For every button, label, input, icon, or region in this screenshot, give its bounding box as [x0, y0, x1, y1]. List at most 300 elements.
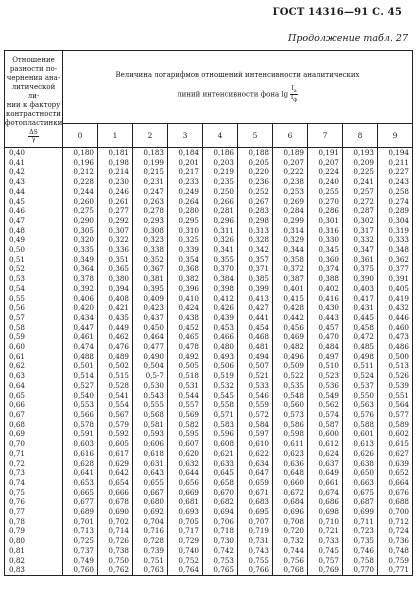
row-label: 0,45	[5, 197, 63, 207]
table-cell: 0,745	[308, 546, 343, 556]
table-cell: 0,494	[238, 352, 273, 362]
table-cell: 0,290	[63, 216, 98, 226]
row-label: 0,54	[5, 284, 63, 294]
table-row	[5, 332, 413, 342]
table-cell: 0,533	[238, 381, 273, 391]
table-cell: 0,181	[98, 148, 133, 158]
table-cell: 0,762	[98, 565, 133, 575]
table-row	[5, 381, 413, 391]
table-cell: 0,367	[133, 264, 168, 274]
table-cell: 0,602	[378, 429, 413, 439]
table-cell: 0,736	[378, 536, 413, 546]
table-cell: 0,392	[63, 284, 98, 294]
table-cell: 0,562	[308, 400, 343, 410]
table-cell: 0,486	[378, 342, 413, 352]
table-cell: 0,739	[133, 546, 168, 556]
table-cell: 0,308	[133, 226, 168, 236]
table-row	[5, 556, 413, 566]
table-cell: 0,549	[308, 391, 343, 401]
table-cell: 0,564	[378, 400, 413, 410]
table-cell: 0,468	[238, 332, 273, 342]
table-cell: 0,375	[343, 264, 378, 274]
table-cell: 0,718	[203, 526, 238, 536]
table-cell: 0,405	[378, 284, 413, 294]
table-cell: 0,424	[168, 303, 203, 313]
row-label: 0,40	[5, 148, 63, 158]
table-cell: 0,608	[203, 439, 238, 449]
table-cell: 0,371	[238, 264, 273, 274]
table-cell: 0,357	[238, 255, 273, 265]
table-cell: 0,382	[168, 274, 203, 284]
table-cell: 0,554	[98, 400, 133, 410]
table-cell: 0,765	[203, 565, 238, 575]
table-cell: 0,666	[98, 488, 133, 498]
table-cell: 0,546	[238, 391, 273, 401]
table-cell: 0,215	[133, 167, 168, 177]
table-cell: 0,677	[63, 497, 98, 507]
table-cell: 0,277	[98, 206, 133, 216]
table-cell: 0,345	[308, 245, 343, 255]
table-cell: 0,753	[203, 556, 238, 566]
table-cell: 0,731	[238, 536, 273, 546]
table-row	[5, 245, 413, 255]
table-cell: 0,328	[238, 235, 273, 245]
table-row	[5, 216, 413, 226]
table-cell: 0,452	[168, 323, 203, 333]
table-cell: 0,261	[98, 197, 133, 207]
table-cell: 0,368	[168, 264, 203, 274]
table-cell: 0,489	[98, 352, 133, 362]
table-cell: 0,284	[273, 206, 308, 216]
table-cell: 0,349	[63, 255, 98, 265]
table-cell: 0,338	[133, 245, 168, 255]
row-label: 0,72	[5, 459, 63, 469]
table-cell: 0,230	[98, 177, 133, 187]
table-cell: 0,553	[63, 400, 98, 410]
table-cell: 0,539	[378, 381, 413, 391]
row-label: 0,42	[5, 167, 63, 177]
table-cell: 0,391	[378, 274, 413, 284]
table-cell: 0,304	[378, 216, 413, 226]
table-cell: 0,342	[238, 245, 273, 255]
table-cell: 0,537	[343, 381, 378, 391]
table-row	[5, 342, 413, 352]
row-label: 0,60	[5, 342, 63, 352]
table-cell: 0,408	[98, 294, 133, 304]
table-cell: 0,194	[378, 148, 413, 158]
table-cell: 0,347	[343, 245, 378, 255]
column-header-9: 9	[378, 124, 413, 148]
row-label: 0,49	[5, 235, 63, 245]
table-cell: 0,362	[378, 255, 413, 265]
table-cell: 0,465	[168, 332, 203, 342]
row-header-line-1: Отношение	[12, 55, 55, 64]
frac-den-main: I	[290, 94, 294, 102]
table-cell: 0,664	[378, 478, 413, 488]
table-cell: 0,330	[308, 235, 343, 245]
table-cell: 0,233	[168, 177, 203, 187]
table-cell: 0,458	[343, 323, 378, 333]
column-header-2: 2	[133, 124, 168, 148]
table-row	[5, 400, 413, 410]
table-cell: 0,228	[63, 177, 98, 187]
table-cell: 0,607	[168, 439, 203, 449]
table-cell: 0,752	[168, 556, 203, 566]
table-cell: 0,644	[168, 468, 203, 478]
table-cell: 0,355	[203, 255, 238, 265]
table-cell: 0,627	[378, 449, 413, 459]
table-cell: 0,515	[98, 371, 133, 381]
table-cell: 0,220	[238, 167, 273, 177]
table-row	[5, 429, 413, 439]
table-row	[5, 294, 413, 304]
row-label: 0,69	[5, 429, 63, 439]
table-cell: 0,413	[238, 294, 273, 304]
table-cell: 0,606	[133, 439, 168, 449]
table-cell: 0,286	[308, 206, 343, 216]
table-cell: 0,421	[98, 303, 133, 313]
table-cell: 0,514	[63, 371, 98, 381]
table-cell: 0,771	[378, 565, 413, 575]
table-cell: 0,260	[63, 197, 98, 207]
table-cell: 0,649	[308, 468, 343, 478]
table-cell: 0,388	[308, 274, 343, 284]
table-cell: 0,426	[203, 303, 238, 313]
table-cell: 0,636	[273, 459, 308, 469]
table-cell: 0,235	[203, 177, 238, 187]
table-row	[5, 439, 413, 449]
data-table	[4, 50, 413, 576]
table-row	[5, 546, 413, 556]
table-cell: 0,746	[343, 546, 378, 556]
table-cell: 0,612	[308, 439, 343, 449]
table-cell: 0,732	[273, 536, 308, 546]
table-cell: 0,557	[168, 400, 203, 410]
row-label: 0,57	[5, 313, 63, 323]
table-cell: 0,660	[273, 478, 308, 488]
table-row	[5, 361, 413, 371]
table-cell: 0,333	[378, 235, 413, 245]
table-cell: 0,417	[343, 294, 378, 304]
row-label: 0,68	[5, 420, 63, 430]
row-header-line-6: контрастности	[6, 109, 61, 118]
row-label: 0,56	[5, 303, 63, 313]
row-header-fraction-num: ΔS	[29, 128, 38, 136]
table-body	[5, 148, 413, 576]
table-cell: 0,522	[273, 371, 308, 381]
table-cell: 0,502	[98, 361, 133, 371]
table-cell: 0,431	[343, 303, 378, 313]
table-cell: 0,435	[98, 313, 133, 323]
table-cell: 0,472	[343, 332, 378, 342]
row-label: 0,41	[5, 158, 63, 168]
table-cell: 0,719	[238, 526, 273, 536]
table-cell: 0,681	[168, 497, 203, 507]
row-label: 0,59	[5, 332, 63, 342]
table-cell: 0,270	[308, 197, 343, 207]
table-cell: 0,591	[63, 429, 98, 439]
table-cell: 0,311	[203, 226, 238, 236]
column-header-7: 7	[308, 124, 343, 148]
group-header-line-2-wrap	[63, 86, 412, 103]
table-cell: 0,505	[168, 361, 203, 371]
table-cell: 0,319	[378, 226, 413, 236]
table-cell: 0,180	[63, 148, 98, 158]
table-cell: 0,428	[273, 303, 308, 313]
table-cell: 0,639	[378, 459, 413, 469]
table-cell: 0,214	[98, 167, 133, 177]
table-cell: 0,567	[98, 410, 133, 420]
table-cell: 0,207	[308, 158, 343, 168]
table-row	[5, 197, 413, 207]
row-label: 0,53	[5, 274, 63, 284]
table-cell: 0,684	[273, 497, 308, 507]
row-label: 0,58	[5, 323, 63, 333]
table-cell: 0,236	[238, 177, 273, 187]
table-cell: 0,572	[238, 410, 273, 420]
table-cell: 0,513	[378, 361, 413, 371]
frac-num-main: I	[291, 84, 294, 92]
row-label: 0,75	[5, 488, 63, 498]
table-cell: 0,437	[133, 313, 168, 323]
table-cell: 0,456	[273, 323, 308, 333]
table-cell: 0,701	[63, 517, 98, 527]
table-cell: 0,209	[343, 158, 378, 168]
table-cell: 0,769	[308, 565, 343, 575]
row-label: 0,70	[5, 439, 63, 449]
table-row	[5, 449, 413, 459]
table-cell: 0,699	[343, 507, 378, 517]
table-row	[5, 488, 413, 498]
group-header-line-1: Величина логарифмов отношений интенсивности аналитических	[115, 70, 360, 79]
table-cell: 0,735	[343, 536, 378, 546]
table-cell: 0,427	[238, 303, 273, 313]
row-header-line-7: фотопластинки	[5, 118, 63, 127]
table-row	[5, 497, 413, 507]
table-cell: 0,295	[168, 216, 203, 226]
table-cell: 0,708	[273, 517, 308, 527]
row-label: 0,43	[5, 177, 63, 187]
table-cell: 0,653	[63, 478, 98, 488]
table-cell: 0,571	[203, 410, 238, 420]
row-label: 0,65	[5, 391, 63, 401]
table-cell: 0,531	[168, 381, 203, 391]
data-table-container	[4, 50, 412, 576]
table-cell: 0,596	[203, 429, 238, 439]
table-cell: 0,643	[133, 468, 168, 478]
table-cell: 0,577	[378, 410, 413, 420]
table-cell: 0,415	[273, 294, 308, 304]
table-cell: 0,663	[343, 478, 378, 488]
row-label: 0,73	[5, 468, 63, 478]
table-cell: 0,305	[63, 226, 98, 236]
table-cell: 0,477	[133, 342, 168, 352]
table-cell: 0,659	[238, 478, 273, 488]
table-cell: 0,676	[378, 488, 413, 498]
table-cell: 0,574	[308, 410, 343, 420]
table-cell: 0,728	[133, 536, 168, 546]
table-cell: 0,671	[238, 488, 273, 498]
table-cell: 0,645	[203, 468, 238, 478]
table-cell: 0,733	[308, 536, 343, 546]
table-cell: 0,406	[63, 294, 98, 304]
table-cell: 0,544	[168, 391, 203, 401]
table-cell: 0,492	[168, 352, 203, 362]
table-cell: 0,712	[378, 517, 413, 527]
table-cell: 0,521	[238, 371, 273, 381]
table-cell: 0,749	[63, 556, 98, 566]
table-cell: 0,332	[343, 235, 378, 245]
table-cell: 0,476	[98, 342, 133, 352]
table-cell: 0,457	[308, 323, 343, 333]
table-cell: 0,532	[203, 381, 238, 391]
table-row	[5, 371, 413, 381]
table-cell: 0,348	[378, 245, 413, 255]
table-cell: 0,526	[378, 371, 413, 381]
table-cell: 0,683	[238, 497, 273, 507]
table-cell: 0,751	[133, 556, 168, 566]
table-cell: 0,257	[343, 187, 378, 197]
table-cell: 0,655	[133, 478, 168, 488]
table-cell: 0,726	[98, 536, 133, 546]
table-cell: 0,493	[203, 352, 238, 362]
table-cell: 0,622	[238, 449, 273, 459]
row-label: 0,74	[5, 478, 63, 488]
table-cell: 0,675	[343, 488, 378, 498]
table-cell: 0,693	[168, 507, 203, 517]
table-cell: 0,757	[308, 556, 343, 566]
table-row	[5, 459, 413, 469]
table-cell: 0,296	[203, 216, 238, 226]
table-cell: 0,399	[238, 284, 273, 294]
table-row	[5, 274, 413, 284]
table-cell: 0,725	[63, 536, 98, 546]
table-cell: 0,281	[203, 206, 238, 216]
table-cell: 0,584	[238, 420, 273, 430]
table-cell: 0,372	[273, 264, 308, 274]
table-cell: 0,755	[238, 556, 273, 566]
frac-den-sub: ф	[293, 97, 298, 104]
table-row	[5, 226, 413, 236]
table-cell: 0,247	[133, 187, 168, 197]
table-cell: 0,322	[98, 235, 133, 245]
table-cell: 0,186	[203, 148, 238, 158]
table-row	[5, 468, 413, 478]
table-cell: 0,669	[168, 488, 203, 498]
row-label: 0,66	[5, 400, 63, 410]
table-cell: 0,358	[273, 255, 308, 265]
table-cell: 0,560	[273, 400, 308, 410]
table-cell: 0,298	[238, 216, 273, 226]
table-cell: 0,759	[378, 556, 413, 566]
table-cell: 0,212	[63, 167, 98, 177]
table-cell: 0,620	[168, 449, 203, 459]
table-cell: 0,624	[308, 449, 343, 459]
table-cell: 0,744	[273, 546, 308, 556]
table-row	[5, 303, 413, 313]
table-cell: 0,611	[273, 439, 308, 449]
table-cell: 0,770	[343, 565, 378, 575]
table-cell: 0,480	[203, 342, 238, 352]
table-cell: 0,711	[343, 517, 378, 527]
table-cell: 0,445	[343, 313, 378, 323]
table-cell: 0,360	[308, 255, 343, 265]
column-header-8: 8	[343, 124, 378, 148]
table-cell: 0,460	[378, 323, 413, 333]
table-cell: 0,481	[238, 342, 273, 352]
table-cell: 0,563	[343, 400, 378, 410]
table-cell: 0,203	[203, 158, 238, 168]
row-label: 0,63	[5, 371, 63, 381]
column-header-3: 3	[168, 124, 203, 148]
table-cell: 0,555	[133, 400, 168, 410]
group-header-fraction-den	[290, 95, 297, 103]
table-cell: 0,443	[308, 313, 343, 323]
table-cell: 0,243	[378, 177, 413, 187]
table-row	[5, 478, 413, 488]
table-cell: 0,738	[98, 546, 133, 556]
table-cell: 0,587	[308, 420, 343, 430]
table-cell: 0,748	[378, 546, 413, 556]
table-cell: 0,724	[378, 526, 413, 536]
column-header-6: 6	[273, 124, 308, 148]
row-label: 0,79	[5, 526, 63, 536]
table-cell: 0,250	[203, 187, 238, 197]
column-number-row	[5, 124, 413, 148]
table-cell: 0,453	[203, 323, 238, 333]
page-header	[0, 0, 418, 20]
table-cell: 0,603	[63, 439, 98, 449]
table-cell: 0,314	[273, 226, 308, 236]
table-row	[5, 410, 413, 420]
group-header-cell	[63, 51, 413, 124]
table-cell: 0,478	[168, 342, 203, 352]
table-cell: 0,758	[343, 556, 378, 566]
table-cell: 0,583	[203, 420, 238, 430]
table-cell: 0,450	[133, 323, 168, 333]
row-label: 0,51	[5, 255, 63, 265]
table-row	[5, 235, 413, 245]
table-cell: 0,292	[98, 216, 133, 226]
table-cell: 0,632	[168, 459, 203, 469]
table-cell: 0,568	[133, 410, 168, 420]
table-cell: 0,434	[63, 313, 98, 323]
table-cell: 0,558	[203, 400, 238, 410]
table-cell: 0,686	[308, 497, 343, 507]
table-cell: 0,272	[343, 197, 378, 207]
table-row	[5, 158, 413, 168]
table-cell: 0,723	[343, 526, 378, 536]
table-cell: 0,742	[203, 546, 238, 556]
row-label: 0,71	[5, 449, 63, 459]
table-cell: 0,559	[238, 400, 273, 410]
table-cell: 0,225	[343, 167, 378, 177]
table-row	[5, 206, 413, 216]
table-cell: 0,287	[343, 206, 378, 216]
table-cell: 0,535	[273, 381, 308, 391]
table-cell: 0,5-7	[133, 371, 168, 381]
table-cell: 0,528	[98, 381, 133, 391]
table-cell: 0,222	[273, 167, 308, 177]
table-cell: 0,694	[203, 507, 238, 517]
table-continuation-note: Продолжение табл. 27	[288, 33, 408, 44]
table-cell: 0,419	[378, 294, 413, 304]
row-header-line-4: литической ли-	[11, 82, 56, 100]
table-cell: 0,682	[203, 497, 238, 507]
table-cell: 0,441	[238, 313, 273, 323]
table-row	[5, 391, 413, 401]
table-cell: 0,264	[168, 197, 203, 207]
